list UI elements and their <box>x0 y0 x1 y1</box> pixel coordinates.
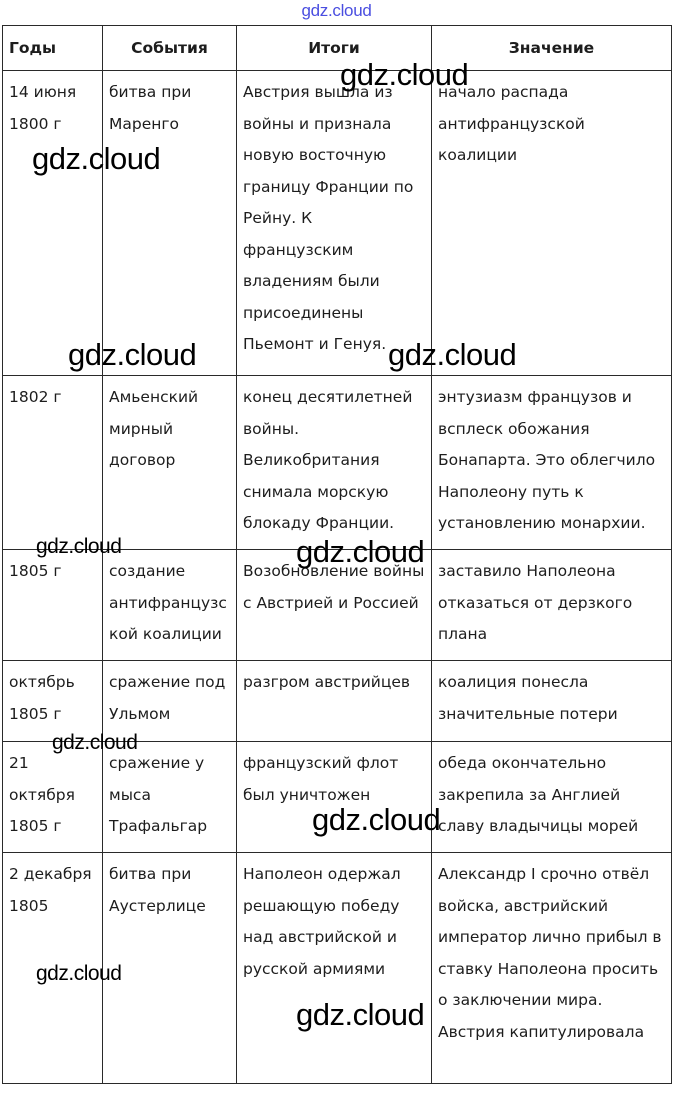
cell-event: Амьенский мирный договор <box>103 376 237 550</box>
watermark-text: gdz.cloud <box>36 535 122 558</box>
table-row <box>3 71 672 376</box>
cell-year: 1805 г <box>3 550 103 661</box>
cell-meaning: Александр I срочно отвёл войска, австрийский император лично прибыл в ставку Наполеона просить о заключении мира. Австрия капитулировала <box>432 853 672 1084</box>
cell-year: 21 октября 1805 г <box>3 742 103 853</box>
cell-year: октябрь 1805 г <box>3 661 103 742</box>
watermark-text: gdz.cloud <box>296 997 425 1032</box>
cell-event: создание антифранцузс кой коалиции <box>103 550 237 661</box>
cell-result: французский флот был уничтожен <box>237 742 432 853</box>
watermark-text: gdz.cloud <box>340 57 469 92</box>
cell-event: сражение у мыса Трафальгар <box>103 742 237 853</box>
table-row <box>3 376 672 550</box>
cell-result: конец десятилетней войны. Великобритания снимала морскую блокаду Франции. <box>237 376 432 550</box>
table-row <box>3 853 672 1084</box>
cell-event: битва при Аустерлице <box>103 853 237 1084</box>
history-table <box>2 25 672 1084</box>
cell-year: 14 июня 1800 г <box>3 71 103 376</box>
header-meaning: Значение <box>432 26 672 71</box>
watermark-top: gdz.cloud <box>301 1 372 20</box>
header-results: Итоги <box>237 26 432 71</box>
cell-meaning: заставило Наполеона отказаться от дерзкого плана <box>432 550 672 661</box>
cell-meaning: обеда окончательно закрепила за Англией славу владычицы морей <box>432 742 672 853</box>
cell-event: сражение под Ульмом <box>103 661 237 742</box>
cell-year: 2 декабря 1805 <box>3 853 103 1084</box>
cell-result: Наполеон одержал решающую победу над австрийской и русской армиями <box>237 853 432 1084</box>
cell-result: Австрия вышла из войны и признала новую восточную границу Франции по Рейну. К французским владениям были присоединены Пьемонт и Генуя. <box>237 71 432 376</box>
header-events: События <box>103 26 237 71</box>
table-row <box>3 550 672 661</box>
watermark-text: gdz.cloud <box>296 534 425 569</box>
cell-year: 1802 г <box>3 376 103 550</box>
watermark-text: gdz.cloud <box>36 962 122 985</box>
watermark-text: gdz.cloud <box>312 802 441 837</box>
table-header-row <box>3 26 672 71</box>
watermark-text: gdz.cloud <box>68 337 197 372</box>
header-years: Годы <box>3 26 103 71</box>
cell-meaning: начало распада антифранцузской коалиции <box>432 71 672 376</box>
table-row <box>3 742 672 853</box>
watermark-text: gdz.cloud <box>388 337 517 372</box>
cell-event: битва при Маренго <box>103 71 237 376</box>
watermark-text: gdz.cloud <box>32 141 161 176</box>
cell-result: Возобновление войны с Австрией и Россией <box>237 550 432 661</box>
watermark-text: gdz.cloud <box>52 731 138 754</box>
cell-meaning: коалиция понесла значительные потери <box>432 661 672 742</box>
table-row <box>3 661 672 742</box>
cell-result: разгром австрийцев <box>237 661 432 742</box>
cell-meaning: энтузиазм французов и всплеск обожания Бонапарта. Это облегчило Наполеону путь к установлению монархии. <box>432 376 672 550</box>
